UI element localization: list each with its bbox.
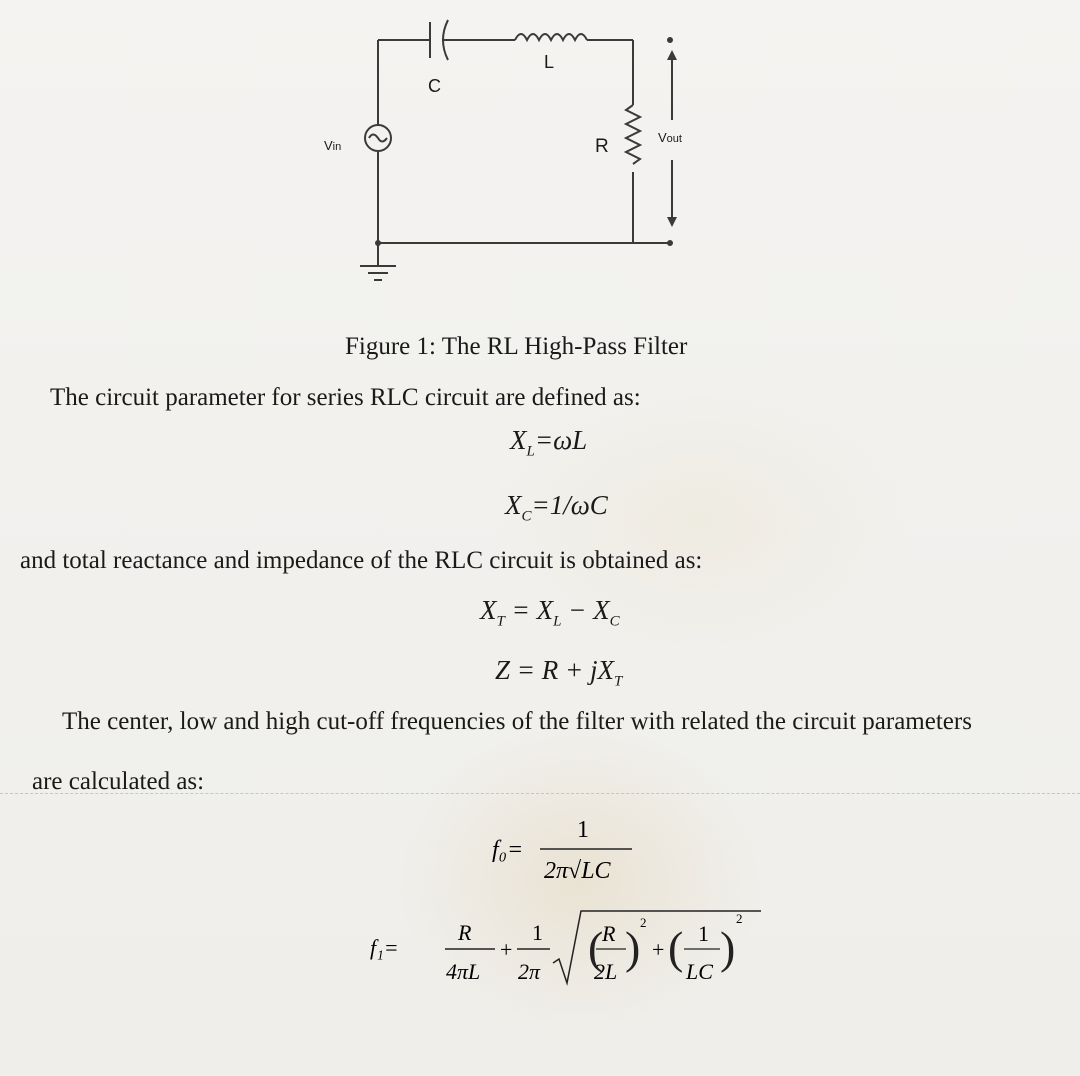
- inductor-coil: [515, 34, 587, 40]
- svg-text:(: (: [668, 922, 684, 973]
- reactance-paragraph: and total reactance and impedance of the RLC circuit is obtained as:: [20, 547, 703, 574]
- svg-text:R: R: [602, 921, 616, 946]
- figure-caption: Figure 1: The RL High-Pass Filter: [345, 333, 688, 360]
- frequency-paragraph-line2: are calculated as:: [32, 768, 205, 795]
- svg-text:2π: 2π: [518, 959, 541, 984]
- svg-text:1: 1: [577, 817, 589, 843]
- svg-text:LC: LC: [686, 959, 713, 984]
- vin-label: Vin: [324, 138, 342, 153]
- svg-text:(: (: [588, 922, 604, 973]
- ac-source-wave: [369, 135, 387, 142]
- svg-text:2: 2: [640, 915, 647, 930]
- svg-text:1: 1: [698, 921, 709, 946]
- equation-xc: $X_C=1/\omega C$: [505, 490, 608, 525]
- svg-text:f₀=: f₀=: [492, 837, 524, 863]
- svg-text:2π√LC: 2π√LC: [544, 858, 611, 884]
- svg-text:f₁=: f₁=: [370, 935, 399, 960]
- vout-label: Vout: [658, 130, 682, 145]
- intro-paragraph: The circuit parameter for series RLC circuit are defined as:: [50, 384, 641, 411]
- equation-xt: $X_T = X_L - X_C$: [480, 595, 620, 630]
- svg-text:2L: 2L: [594, 959, 618, 984]
- equation-z: $Z = R + jX_T$: [495, 655, 623, 690]
- frequency-paragraph-line1: The center, low and high cut-off frequencies of the filter with related the circuit parameters: [62, 708, 972, 735]
- svg-text:R: R: [458, 920, 472, 945]
- svg-text:4πL: 4πL: [446, 959, 481, 984]
- capacitor-label: C: [428, 76, 441, 96]
- equation-f0: [492, 812, 642, 892]
- circuit-diagram: [300, 0, 720, 300]
- equation-xl: $X_L=\omega L$: [510, 425, 588, 460]
- svg-text:): ): [720, 922, 736, 973]
- divider: [0, 793, 1080, 794]
- resistor-zigzag: [626, 105, 640, 164]
- svg-text:1: 1: [532, 920, 543, 945]
- equation-f1: [370, 905, 770, 1000]
- inductor-label: L: [544, 52, 555, 72]
- svg-text:2: 2: [736, 911, 743, 926]
- svg-text:+: +: [500, 937, 513, 962]
- svg-text:+: +: [652, 937, 665, 962]
- svg-text:): ): [625, 922, 641, 973]
- resistor-label: R: [595, 136, 609, 157]
